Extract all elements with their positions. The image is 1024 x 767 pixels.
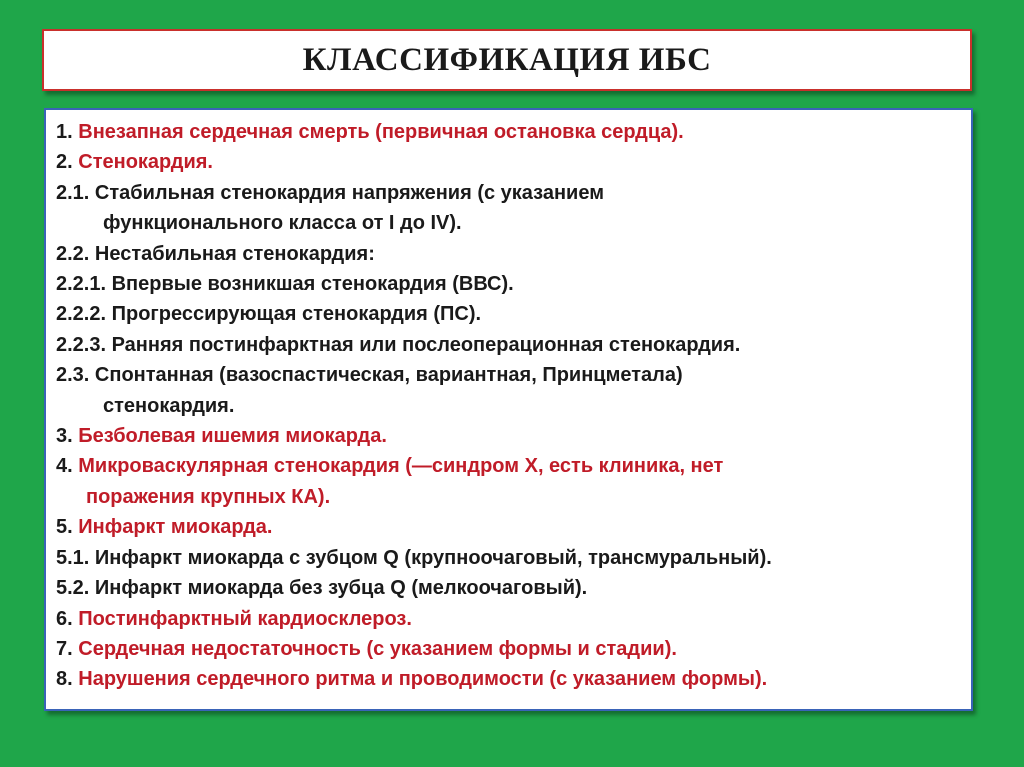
item-text: Инфаркт миокарда без зубца Q (мелкоочаговый).: [94, 577, 588, 600]
item-text: Микроваскулярная стенокардия (—синдром Х, есть клиника, нет: [78, 455, 724, 478]
item-text: Инфаркт миокарда с зубцом Q (крупноочаговый, трансмуральный).: [94, 546, 772, 569]
item-number: 7.: [56, 637, 73, 660]
item-number: 2.: [56, 151, 73, 174]
item-number: 5.1.: [56, 546, 90, 569]
list-item: [56, 299, 961, 329]
item-text: Сердечная недостаточность (с указанием формы и стадии).: [78, 637, 677, 660]
list-item: [56, 512, 961, 542]
item-text: функционального класса от I до IV).: [103, 212, 462, 235]
item-text: Безболевая ишемия миокарда.: [78, 425, 387, 448]
item-text: Постинфарктный кардиосклероз.: [78, 607, 412, 630]
item-number: 2.3.: [56, 364, 90, 387]
item-text: Внезапная сердечная смерть (первичная остановка сердца).: [78, 121, 684, 143]
item-number: 5.: [56, 516, 73, 539]
list-item-continuation: [56, 208, 961, 238]
list-item: [56, 451, 961, 481]
list-item: [56, 330, 961, 360]
item-number: 2.2.2.: [56, 303, 107, 326]
item-number: 6.: [56, 607, 73, 630]
item-number: 5.2.: [56, 577, 90, 600]
list-item: [56, 634, 961, 664]
classification-list: [44, 108, 973, 711]
item-text: Нарушения сердечного ритма и проводимости (с указанием формы).: [78, 668, 768, 691]
item-number: 4.: [56, 455, 73, 478]
title-box: [42, 29, 972, 91]
list-item: [56, 239, 961, 269]
item-number: 2.1.: [56, 181, 90, 204]
item-number: 2.2.3.: [56, 333, 107, 356]
item-number: 2.2.1.: [56, 273, 107, 296]
item-text: поражения крупных КА).: [86, 485, 331, 508]
page-title: КЛАССИФИКАЦИЯ ИБС: [302, 41, 712, 78]
item-number: 2.2.: [56, 242, 90, 265]
list-item: [56, 117, 961, 147]
item-number: 1.: [56, 121, 73, 143]
item-text: Прогрессирующая стенокардия (ПС).: [111, 303, 482, 326]
list-item: [56, 421, 961, 451]
list-item: [56, 147, 961, 177]
list-item: [56, 573, 961, 603]
item-number: 3.: [56, 425, 73, 448]
list-item: [56, 269, 961, 299]
item-text: Стенокардия.: [78, 151, 213, 174]
list-item: [56, 664, 961, 694]
list-item-continuation: [56, 391, 961, 421]
list-item: [56, 360, 961, 390]
list-item-continuation: [56, 482, 961, 512]
item-text: Нестабильная стенокардия:: [94, 242, 375, 265]
item-text: Инфаркт миокарда.: [78, 516, 273, 539]
item-text: Впервые возникшая стенокардия (ВВС).: [111, 273, 514, 296]
list-item: [56, 604, 961, 634]
item-number: 8.: [56, 668, 73, 691]
item-text: Ранняя постинфарктная или послеоперационная стенокардия.: [111, 333, 741, 356]
item-text: стенокардия.: [103, 394, 235, 417]
item-text: Стабильная стенокардия напряжения (с указанием: [94, 181, 604, 204]
list-item: [56, 178, 961, 208]
item-text: Спонтанная (вазоспастическая, вариантная, Принцметала): [94, 364, 683, 387]
list-item: [56, 543, 961, 573]
